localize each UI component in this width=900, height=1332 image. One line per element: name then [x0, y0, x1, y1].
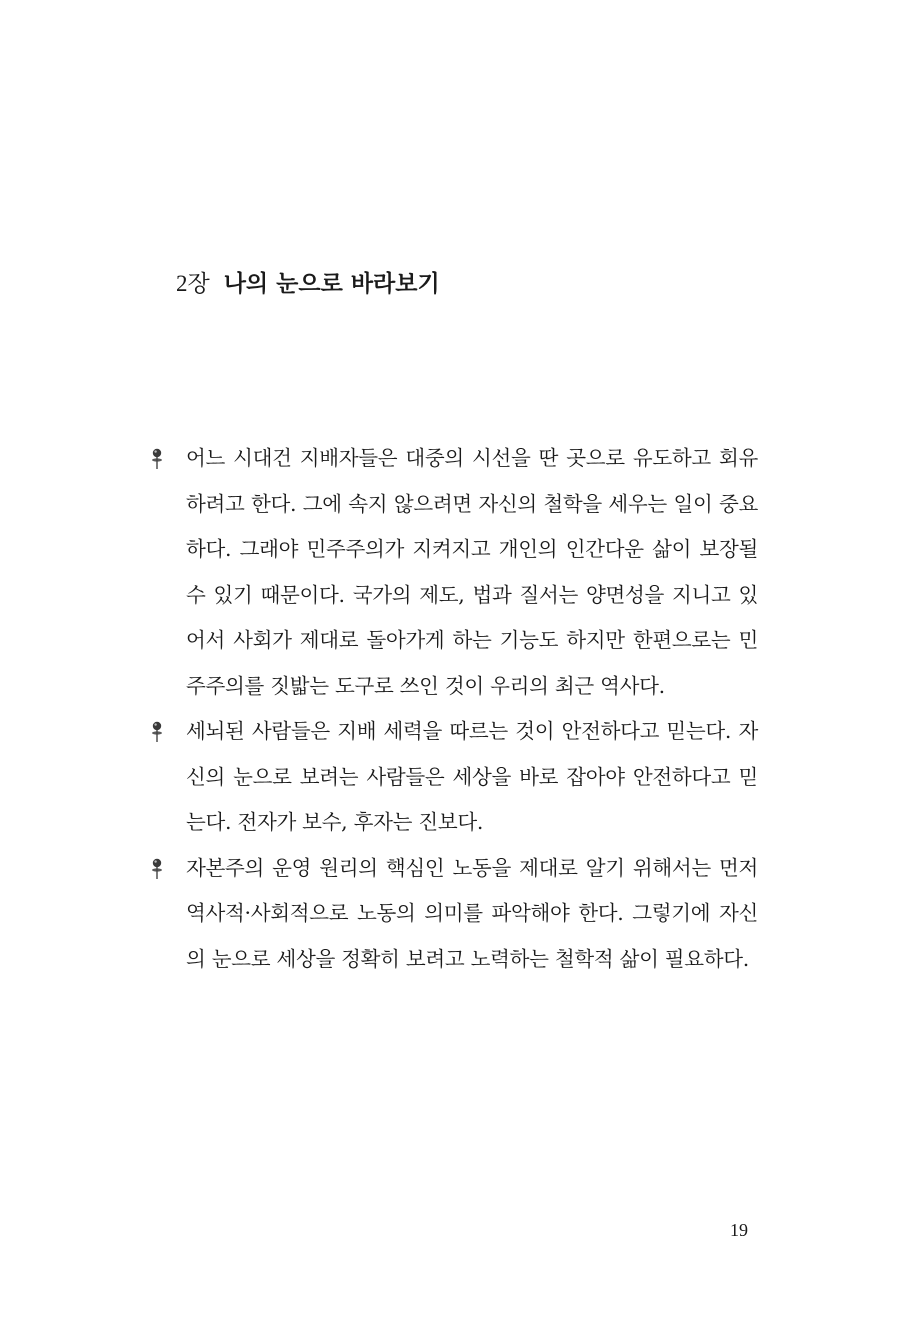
- summary-text: 자본주의 운영 원리의 핵심인 노동을 제대로 알기 위해서는 먼저 역사적·사회적으로 노동의 의미를 파악해야 한다. 그렇기에 자신의 눈으로 세상을 정확히 보려고 노력하는 철학적 삶이 필요하다.: [186, 855, 758, 971]
- chapter-summary-list: [148, 436, 758, 982]
- pushpin-icon: [150, 448, 164, 470]
- pushpin-icon: [150, 858, 164, 880]
- chapter-heading: [176, 266, 440, 301]
- summary-item: [148, 436, 758, 709]
- summary-item: [148, 846, 758, 983]
- chapter-number: 2장: [176, 271, 210, 296]
- summary-text: 어느 시대건 지배자들은 대중의 시선을 딴 곳으로 유도하고 회유하려고 한다. 그에 속지 않으려면 자신의 철학을 세우는 일이 중요하다. 그래야 민주주의가 지켜지고 개인의 인간다운 삶이 보장될 수 있기 때문이다. 국가의 제도, 법과 질서는 양면성을 지니고 있어서 사회가 제대로 돌아가게 하는 기능도 하지만 한편으로는 민주주의를 짓밟는 도구로 쓰인 것이 우리의 최근 역사다.: [186, 446, 758, 698]
- page-number: 19: [730, 1220, 748, 1240]
- pushpin-icon: [150, 721, 164, 743]
- summary-text: 세뇌된 사람들은 지배 세력을 따르는 것이 안전하다고 믿는다. 자신의 눈으로 보려는 사람들은 세상을 바로 잡아야 안전하다고 믿는다. 전자가 보수, 후자는 진보다.: [186, 719, 758, 834]
- summary-item: [148, 709, 758, 846]
- chapter-title: 나의 눈으로 바라보기: [223, 271, 440, 297]
